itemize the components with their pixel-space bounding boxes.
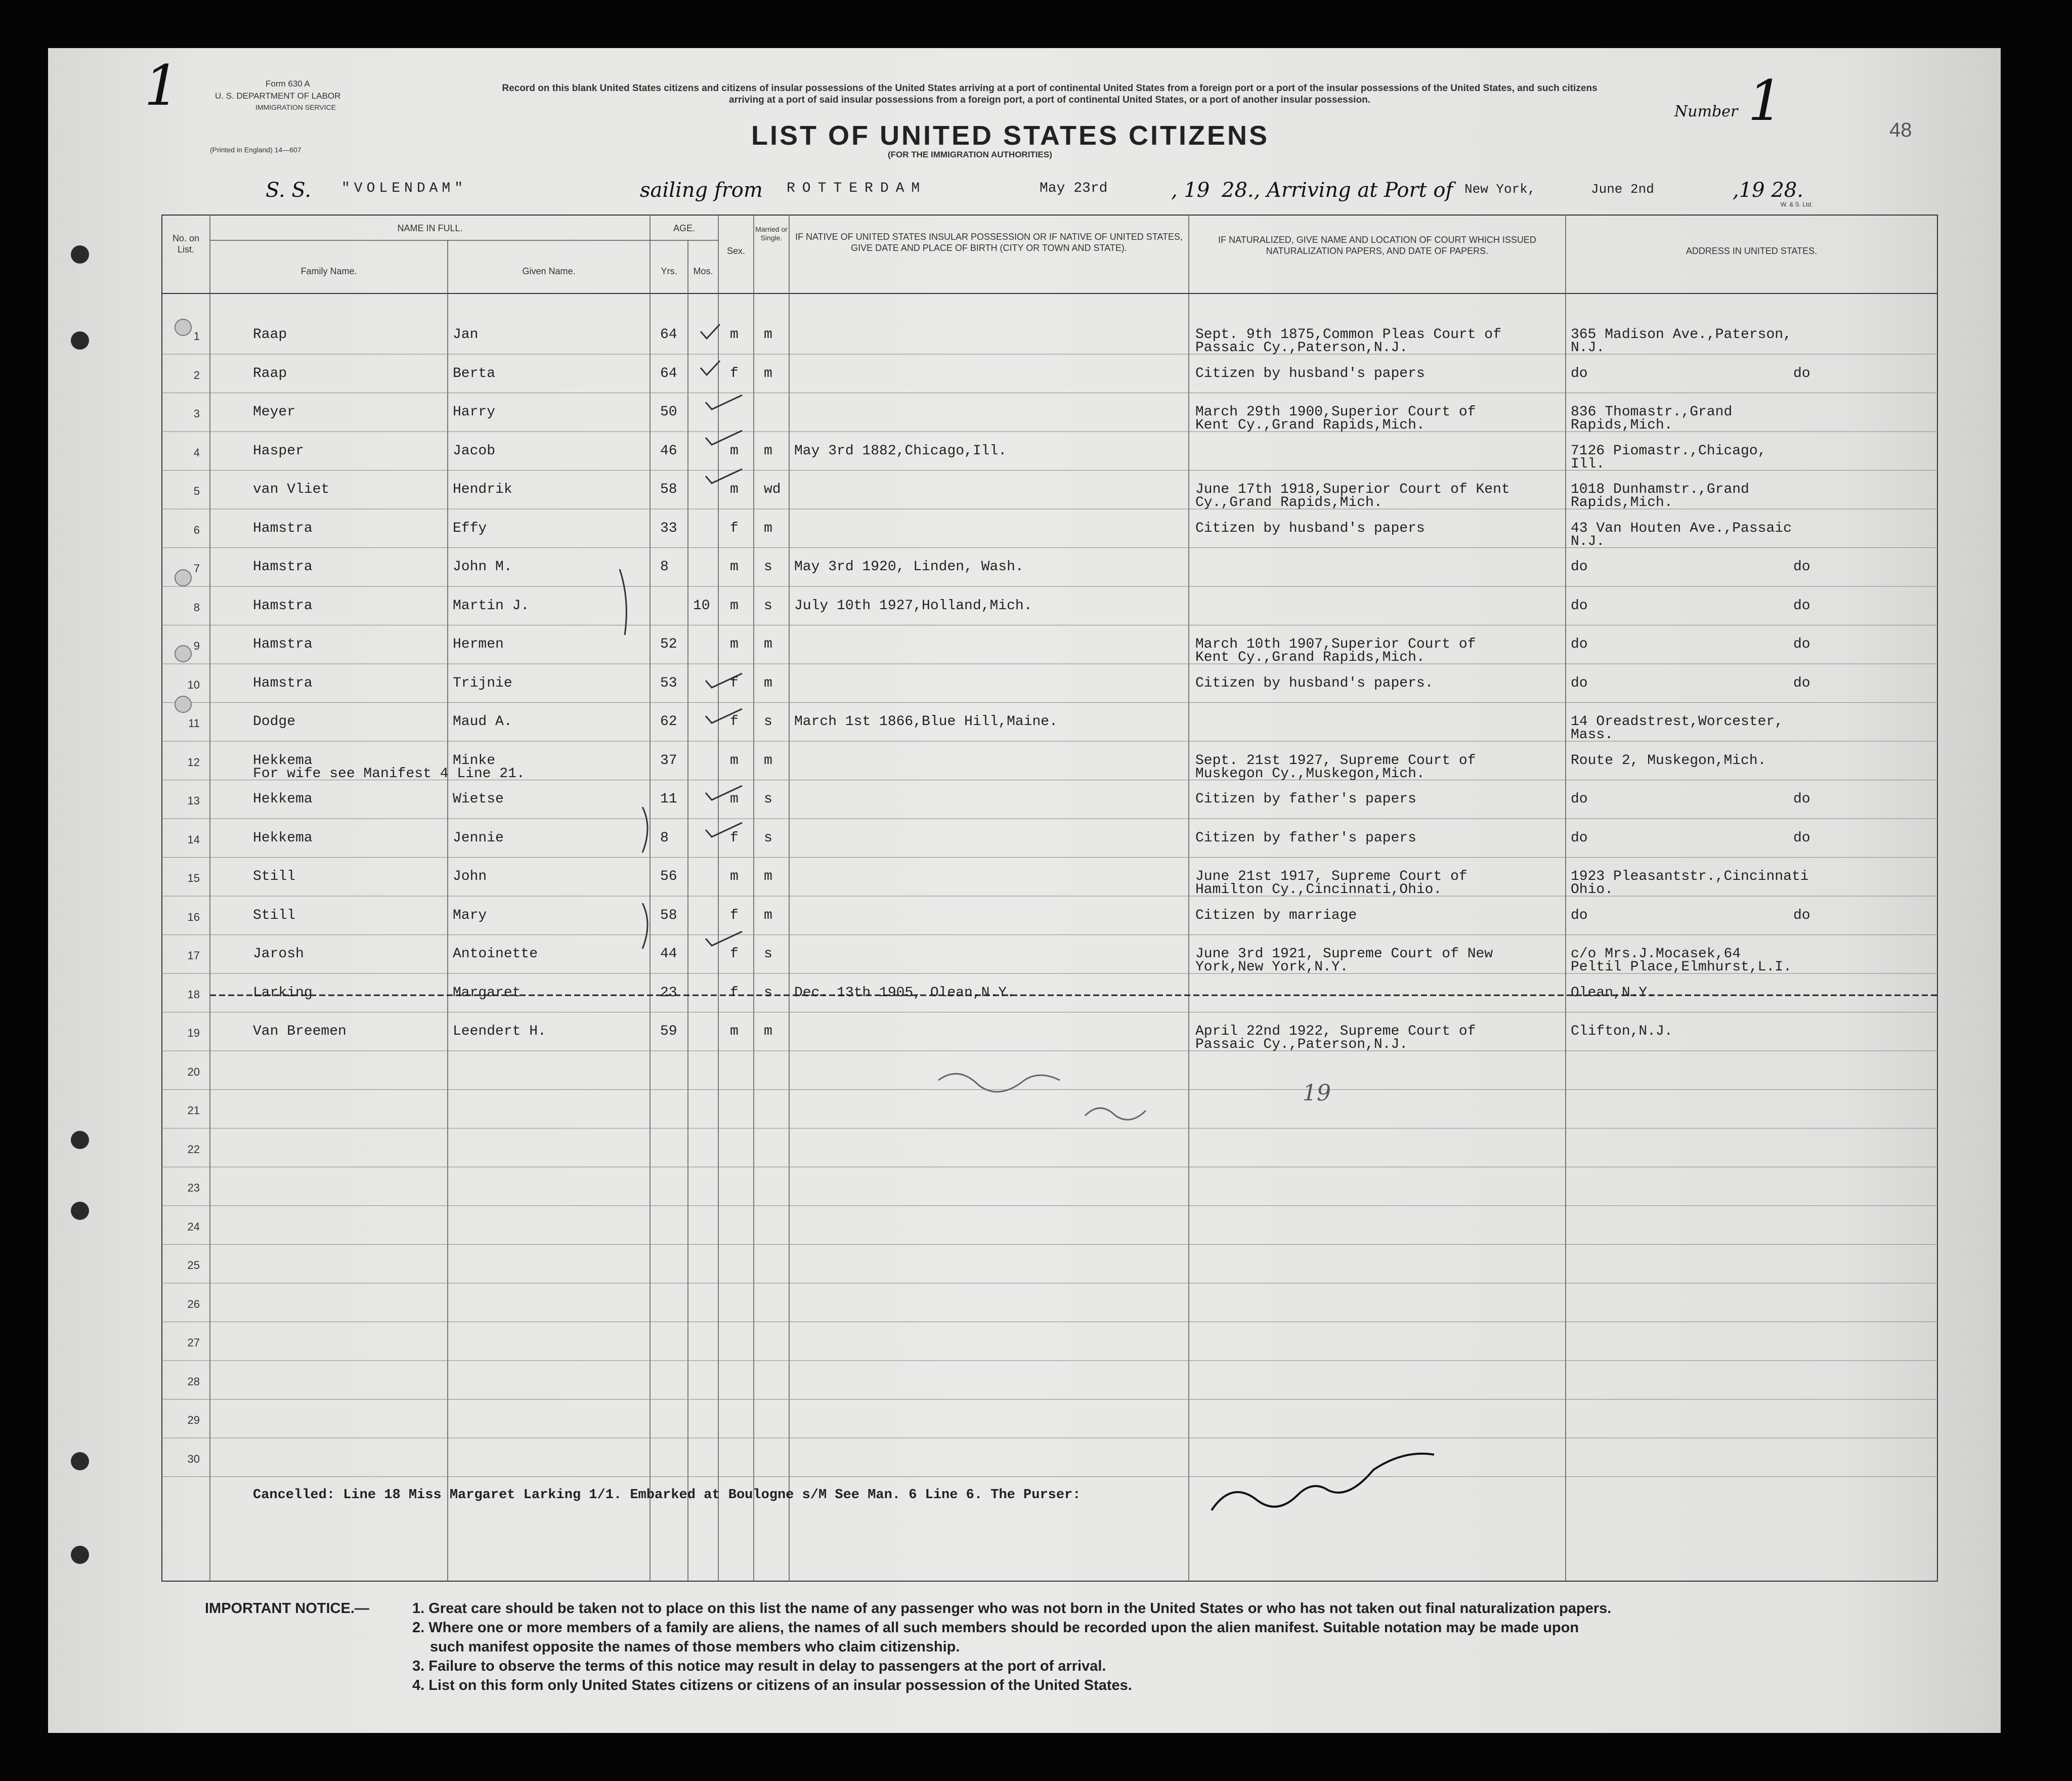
row-number: 22: [187, 1142, 200, 1156]
sex: f: [730, 675, 739, 691]
family-name: Still: [253, 907, 296, 923]
address-line1: 1018 Dunhamstr.,Grand: [1571, 482, 1749, 497]
margin-total: 19: [1303, 1080, 1331, 1106]
pencil-scribble: [938, 1074, 1146, 1120]
birth-info: July 10th 1927,Holland,Mich.: [794, 598, 1032, 614]
naturalization-line2: Kent Cy.,Grand Rapids,Mich.: [1195, 650, 1425, 665]
naturalization-line2: Kent Cy.,Grand Rapids,Mich.: [1195, 417, 1425, 433]
address-line1: do: [1571, 907, 1588, 923]
arrival-date: June 2nd: [1591, 182, 1654, 197]
binder-hole: [175, 645, 192, 662]
address-line1: do: [1571, 830, 1588, 846]
family-name: Hamstra: [253, 675, 313, 691]
marital-status: s: [764, 714, 772, 730]
row-number: 25: [187, 1259, 200, 1271]
cancelled-note: Cancelled: Line 18 Miss Margaret Larking 1/1. Embarked at Boulogne s/M See Man. 6 Line 6. The Purser:: [253, 1488, 1081, 1503]
given-name: Hermen: [453, 637, 504, 652]
address-line2: N.J.: [1571, 340, 1605, 356]
age-years: 33: [660, 520, 677, 536]
marital-status: m: [764, 327, 772, 343]
family-name: Hekkema: [253, 791, 313, 807]
family-name: Larking: [253, 985, 313, 1001]
age-years: 59: [660, 1024, 677, 1039]
address-line1: c/o Mrs.J.Mocasek,64: [1571, 946, 1741, 962]
family-name: Van Breemen: [253, 1024, 347, 1039]
stamp-number: 48: [1889, 119, 1912, 141]
binder-hole: [71, 331, 89, 350]
row-number: 26: [187, 1297, 200, 1310]
binder-hole: [175, 319, 192, 336]
family-name: Still: [253, 869, 296, 884]
col-family-header: Family Name.: [300, 266, 357, 276]
address-line1: Clifton,N.J.: [1571, 1024, 1673, 1039]
manifest-sheet: [48, 48, 2001, 1733]
page-subtitle: (FOR THE IMMIGRATION AUTHORITIES): [888, 150, 1052, 159]
sex: f: [730, 365, 739, 381]
address-line1: 43 Van Houten Ave.,Passaic: [1571, 520, 1792, 536]
sex: f: [730, 907, 739, 923]
row-number: 8: [193, 601, 200, 614]
row-number: 12: [187, 755, 200, 769]
check-marks: [620, 324, 742, 949]
age-years: 50: [660, 404, 677, 420]
age-years: 44: [660, 946, 677, 962]
address-line1: do: [1571, 791, 1588, 807]
col-birth-header: IF NATIVE OF UNITED STATES INSULAR POSSESSION OR IF NATIVE OF UNITED STATES, GIVE DATE AND PLACE OF BIRTH (CITY OR TOWN AND STATE).: [795, 232, 1183, 253]
given-name: John M.: [453, 559, 512, 575]
given-name: Harry: [453, 404, 496, 420]
naturalization-line2: Cy.,Grand Rapids,Mich.: [1195, 495, 1383, 511]
col-naturalized-header: IF NATURALIZED, GIVE NAME AND LOCATION OF COURT WHICH ISSUED NATURALIZATION PAPERS, AND DATE OF PAPERS.: [1218, 235, 1536, 256]
address-line1: Olean,N.Y.: [1571, 985, 1656, 1001]
family-name: Hasper: [253, 443, 304, 459]
age-years: 52: [660, 637, 677, 652]
family-name: Dodge: [253, 714, 296, 730]
family-name: Raap: [253, 327, 287, 343]
marital-status: m: [764, 675, 772, 691]
address-line2: N.J.: [1571, 533, 1605, 549]
notice-item-2: 2. Where one or more members of a family are aliens, the names of all such members should be recorded upon the alien manifest. Suitable notation may be made upon: [412, 1620, 1579, 1636]
given-name: Minke: [453, 752, 496, 769]
printer-mark: W. & S. Ltd.: [1781, 201, 1813, 208]
address-ditto: do: [1793, 637, 1810, 652]
row-number: 27: [187, 1336, 200, 1349]
marital-status: m: [764, 637, 772, 652]
row-number: 18: [187, 988, 200, 1001]
notice-item-3: 3. Failure to observe the terms of this notice may result in delay to passengers at the port of arrival.: [412, 1658, 1106, 1674]
age-years: 8: [660, 830, 669, 846]
row-number: 17: [187, 949, 200, 962]
col-mos-header: Mos.: [693, 266, 713, 276]
address-ditto: do: [1793, 830, 1810, 846]
marital-status: m: [764, 365, 772, 381]
marital-status: m: [764, 752, 772, 769]
row-number: 24: [187, 1220, 200, 1233]
row-number: 5: [193, 485, 200, 497]
address-line2: Ohio.: [1571, 882, 1614, 898]
departure-port: ROTTERDAM: [787, 181, 927, 196]
given-name: Margaret: [453, 985, 521, 1001]
sex: m: [730, 327, 739, 343]
naturalization-line1: March 10th 1907,Superior Court of: [1195, 637, 1476, 652]
address-ditto: do: [1793, 559, 1810, 575]
family-name: Raap: [253, 365, 287, 381]
family-name: Hamstra: [253, 559, 313, 575]
binder-hole: [71, 1546, 89, 1564]
row-number: 2: [193, 368, 200, 381]
age-years: 56: [660, 869, 677, 884]
naturalization-line1: Citizen by husband's papers.: [1195, 675, 1434, 691]
binder-hole: [175, 569, 192, 586]
form-number: Form 630 A: [266, 79, 310, 89]
address-line2: Peltil Place,Elmhurst,L.I.: [1571, 959, 1792, 975]
row-note: For wife see Manifest 4 Line 21.: [253, 766, 525, 782]
naturalization-line1: Citizen by father's papers: [1195, 791, 1416, 807]
binder-hole: [71, 1131, 89, 1149]
marital-status: s: [764, 946, 772, 962]
age-years: 11: [660, 791, 677, 807]
age-months: 10: [693, 598, 710, 614]
row-number: 16: [187, 910, 200, 923]
address-line2: Rapids,Mich.: [1571, 417, 1673, 433]
naturalization-line1: Citizen by father's papers: [1195, 830, 1416, 846]
naturalization-line1: Citizen by marriage: [1195, 907, 1357, 923]
address-line1: do: [1571, 637, 1588, 652]
address-line1: 7126 Piomastr.,Chicago,: [1571, 443, 1766, 459]
naturalization-line1: Citizen by husband's papers: [1195, 365, 1425, 381]
sex: m: [730, 598, 739, 614]
row-number: 9: [193, 640, 200, 652]
row-number: 20: [187, 1065, 200, 1078]
col-sex-header: Sex.: [726, 246, 746, 256]
arriving-label: 28., Arriving at Port of: [1222, 179, 1453, 202]
row-number: 29: [187, 1414, 200, 1426]
row-number: 10: [187, 678, 200, 691]
marital-status: m: [764, 907, 772, 923]
marital-status: m: [764, 1024, 772, 1039]
naturalization-line1: March 29th 1900,Superior Court of: [1195, 404, 1476, 420]
address-ditto: do: [1793, 598, 1810, 614]
address-ditto: do: [1793, 365, 1810, 381]
sex: m: [730, 791, 739, 807]
row-number: 1: [193, 330, 200, 343]
address-line2: Rapids,Mich.: [1571, 495, 1673, 511]
row-number: 6: [193, 523, 200, 536]
number-value: 1: [1748, 68, 1783, 133]
row-number: 14: [187, 833, 200, 846]
address-line1: do: [1571, 365, 1588, 381]
given-name: Hendrik: [453, 482, 512, 497]
address-line1: do: [1571, 598, 1588, 614]
arrival-port: New York,: [1464, 182, 1536, 197]
naturalization-line1: June 3rd 1921, Supreme Court of New: [1195, 946, 1493, 962]
notice-item-4: 4. List on this form only United States citizens or citizens of an insular possession of the United States.: [412, 1677, 1132, 1693]
address-line1: Route 2, Muskegon,Mich.: [1571, 752, 1766, 769]
row-number: 3: [193, 407, 200, 420]
number-label: Number: [1674, 103, 1738, 120]
given-name: Jennie: [453, 830, 504, 846]
sex: m: [730, 482, 739, 497]
given-name: Jan: [453, 327, 479, 343]
age-years: 58: [660, 482, 677, 497]
marital-status: s: [764, 559, 772, 575]
address-line1: 14 Oreadstrest,Worcester,: [1571, 714, 1784, 730]
age-years: 64: [660, 327, 677, 343]
family-name: Hamstra: [253, 520, 313, 536]
row-number: 19: [187, 1027, 200, 1039]
form-instructions: Record on this blank United States citizens and citizens of insular possessions of the United States arriving at a port of continental United States from a foreign port or a port of the insular possessions of the United States, and such citizens arriving at a port of said insular possessions from a foreign port, a port of continental United States, or a port of another insular possession.: [502, 83, 1598, 105]
marital-status: s: [764, 791, 772, 807]
age-years: 53: [660, 675, 677, 691]
address-line1: 365 Madison Ave.,Paterson,: [1571, 327, 1792, 343]
sex: m: [730, 752, 739, 769]
naturalization-line1: April 22nd 1922, Supreme Court of: [1195, 1024, 1476, 1039]
handwritten-page-number: 1: [144, 53, 180, 118]
ss-label: S. S.: [266, 179, 312, 202]
given-name: Berta: [453, 365, 496, 381]
col-given-header: Given Name.: [522, 266, 576, 276]
naturalization-line1: Sept. 9th 1875,Common Pleas Court of: [1195, 327, 1501, 343]
marital-status: m: [764, 869, 772, 884]
family-name: Hamstra: [253, 637, 313, 652]
given-name: Jacob: [453, 443, 496, 459]
naturalization-line2: Passaic Cy.,Paterson,N.J.: [1195, 1037, 1408, 1052]
sailing-from-label: sailing from: [640, 179, 763, 202]
printed-in-note: (Printed in England) 14—607: [210, 146, 301, 154]
sex: f: [730, 946, 739, 962]
sex: m: [730, 1024, 739, 1039]
sex: f: [730, 985, 739, 1001]
table-grid: [48, 48, 2001, 1733]
birth-info: March 1st 1866,Blue Hill,Maine.: [794, 714, 1058, 730]
address-line2: Mass.: [1571, 727, 1614, 743]
family-name: Jarosh: [253, 946, 304, 962]
given-name: Trijnie: [453, 675, 512, 691]
naturalization-line1: June 17th 1918,Superior Court of Kent: [1195, 482, 1510, 497]
given-name: John: [453, 869, 487, 884]
col-age-header: AGE.: [673, 223, 695, 233]
page-title: LIST OF UNITED STATES CITIZENS: [751, 120, 1269, 151]
address-line1: do: [1571, 559, 1588, 575]
age-years: 64: [660, 365, 677, 381]
marital-status: m: [764, 443, 772, 459]
arrival-year: ,19 28.: [1733, 179, 1803, 202]
departure-date: May 23rd: [1040, 181, 1108, 196]
departure-year-prefix: , 19: [1171, 179, 1210, 202]
naturalization-line2: Passaic Cy.,Paterson,N.J.: [1195, 340, 1408, 356]
family-name: Hekkema: [253, 830, 313, 846]
age-years: 62: [660, 714, 677, 730]
given-name: Effy: [453, 520, 487, 536]
naturalization-line1: June 21st 1917, Supreme Court of: [1195, 869, 1467, 884]
col-name-header: NAME IN FULL.: [397, 223, 463, 233]
birth-info: Dec. 13th 1905, Olean,N.Y.: [794, 985, 1015, 1001]
binder-hole: [71, 245, 89, 264]
naturalization-line1: Citizen by husband's papers: [1195, 520, 1425, 536]
sex: m: [730, 869, 739, 884]
age-years: 46: [660, 443, 677, 459]
row-number: 13: [187, 794, 200, 807]
naturalization-line1: Sept. 21st 1927, Supreme Court of: [1195, 752, 1476, 769]
given-name: Martin J.: [453, 598, 530, 614]
naturalization-line2: York,New York,N.Y.: [1195, 959, 1349, 975]
address-line1: 836 Thomastr.,Grand: [1571, 404, 1733, 420]
row-number: 4: [193, 446, 200, 459]
col-yrs-header: Yrs.: [661, 266, 677, 276]
age-years: 37: [660, 752, 677, 769]
naturalization-line2: Muskegon Cy.,Muskegon,Mich.: [1195, 766, 1425, 782]
sex: m: [730, 443, 739, 459]
given-name: Antoinette: [453, 946, 538, 962]
age-years: 23: [660, 985, 677, 1001]
address-line1: 1923 Pleasantstr.,Cincinnati: [1571, 869, 1809, 884]
col-married-header: Married or Single.: [755, 225, 788, 242]
sex: f: [730, 830, 739, 846]
age-years: 8: [660, 559, 669, 575]
given-name: Mary: [453, 907, 487, 923]
sex: m: [730, 637, 739, 652]
naturalization-line2: Hamilton Cy.,Cincinnati,Ohio.: [1195, 882, 1442, 898]
row-number: 15: [187, 872, 200, 884]
binder-hole: [71, 1452, 89, 1470]
row-number: 30: [187, 1452, 200, 1465]
sex: f: [730, 714, 739, 730]
sex: f: [730, 520, 739, 536]
marital-status: wd: [764, 482, 781, 497]
address-ditto: do: [1793, 675, 1810, 691]
binder-hole: [175, 696, 192, 713]
address-ditto: do: [1793, 907, 1810, 923]
address-line1: do: [1571, 675, 1588, 691]
birth-info: May 3rd 1920, Linden, Wash.: [794, 559, 1024, 575]
family-name: Meyer: [253, 404, 296, 420]
notice-heading: IMPORTANT NOTICE.—: [205, 1600, 369, 1617]
marital-status: s: [764, 830, 772, 846]
marital-status: m: [764, 520, 772, 536]
row-number: 21: [187, 1104, 200, 1117]
service-name: IMMIGRATION SERVICE: [255, 103, 336, 111]
notice-item-2-cont: such manifest opposite the names of those members who claim citizenship.: [430, 1639, 960, 1655]
notice-item-1: 1. Great care should be taken not to place on this list the name of any passenger who was not born in the United States or who has not taken out final naturalization papers.: [412, 1600, 1612, 1617]
department-name: U. S. DEPARTMENT OF LABOR: [215, 91, 341, 101]
given-name: Maud A.: [453, 714, 512, 730]
row-number: 7: [193, 562, 200, 575]
col-no-header: No. on List.: [172, 233, 200, 255]
family-name: Hamstra: [253, 598, 313, 614]
binder-hole: [71, 1202, 89, 1220]
purser-signature: [1212, 1454, 1434, 1510]
age-years: 58: [660, 907, 677, 923]
row-number: 23: [187, 1181, 200, 1194]
sex: m: [730, 559, 739, 575]
row-number: 11: [188, 717, 200, 730]
family-name: Hekkema: [253, 752, 313, 769]
family-name: van Vliet: [253, 482, 330, 497]
given-name: Wietse: [453, 791, 504, 807]
given-name: Leendert H.: [453, 1024, 546, 1039]
ship-name: "VOLENDAM": [341, 181, 467, 196]
address-line2: Ill.: [1571, 456, 1605, 472]
row-number: 28: [187, 1375, 200, 1388]
marital-status: s: [764, 985, 772, 1001]
col-address-header: ADDRESS IN UNITED STATES.: [1686, 246, 1818, 256]
birth-info: May 3rd 1882,Chicago,Ill.: [794, 443, 1007, 459]
marital-status: s: [764, 598, 772, 614]
address-ditto: do: [1793, 791, 1810, 807]
